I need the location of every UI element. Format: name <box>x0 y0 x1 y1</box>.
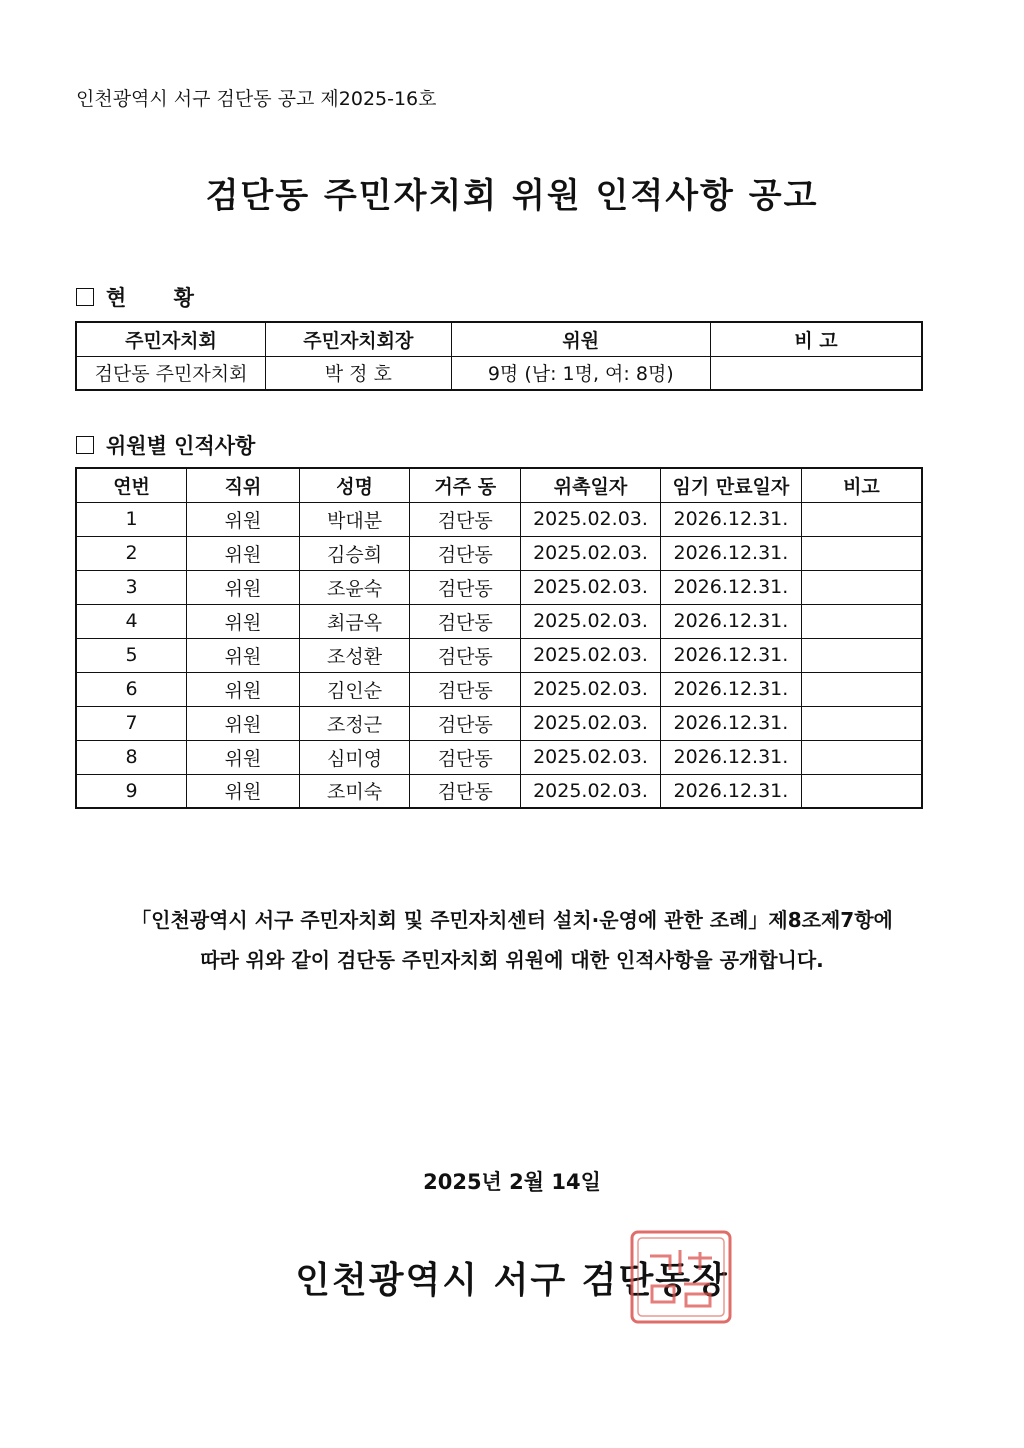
table-cell: 위원 <box>187 638 300 672</box>
table-cell: 7 <box>76 706 187 740</box>
table-cell <box>801 570 922 604</box>
table-cell: 2025.02.03. <box>521 638 661 672</box>
status-col-header: 주민자치회 <box>76 322 266 356</box>
members-col-header: 성명 <box>299 468 410 502</box>
status-cell: 검단동 주민자치회 <box>76 356 266 390</box>
members-section-heading <box>76 430 255 460</box>
table-cell <box>801 740 922 774</box>
table-row <box>76 638 922 672</box>
table-cell: 2026.12.31. <box>660 502 801 536</box>
table-cell: 2025.02.03. <box>521 706 661 740</box>
table-cell: 2025.02.03. <box>521 740 661 774</box>
table-cell: 조윤숙 <box>299 570 410 604</box>
table-cell: 조미숙 <box>299 774 410 808</box>
status-col-header: 비 고 <box>710 322 922 356</box>
table-cell: 위원 <box>187 604 300 638</box>
members-table <box>75 467 923 809</box>
table-cell: 2025.02.03. <box>521 672 661 706</box>
table-cell <box>801 672 922 706</box>
table-cell: 4 <box>76 604 187 638</box>
table-cell: 검단동 <box>410 706 521 740</box>
table-cell: 검단동 <box>410 672 521 706</box>
table-cell: 2026.12.31. <box>660 638 801 672</box>
page-title: 검단동 주민자치회 위원 인적사항 공고 <box>205 176 819 216</box>
table-cell: 김인순 <box>299 672 410 706</box>
members-table-body <box>76 502 922 808</box>
table-row <box>76 536 922 570</box>
table-cell <box>801 536 922 570</box>
table-cell: 2025.02.03. <box>521 502 661 536</box>
table-cell: 검단동 <box>410 536 521 570</box>
table-cell: 2025.02.03. <box>521 604 661 638</box>
table-cell: 2026.12.31. <box>660 672 801 706</box>
table-cell: 2025.02.03. <box>521 774 661 808</box>
table-cell: 검단동 <box>410 604 521 638</box>
table-cell: 위원 <box>187 774 300 808</box>
table-cell: 최금옥 <box>299 604 410 638</box>
table-cell: 2026.12.31. <box>660 740 801 774</box>
status-col-header: 주민자치회장 <box>266 322 452 356</box>
table-cell: 2026.12.31. <box>660 604 801 638</box>
table-cell: 2026.12.31. <box>660 570 801 604</box>
table-cell: 박대분 <box>299 502 410 536</box>
members-header-row <box>76 468 922 502</box>
members-col-header: 거주 동 <box>410 468 521 502</box>
table-cell: 위원 <box>187 536 300 570</box>
table-cell <box>801 638 922 672</box>
table-row <box>76 502 922 536</box>
members-col-header: 임기 만료일자 <box>660 468 801 502</box>
table-cell: 2 <box>76 536 187 570</box>
table-cell: 9 <box>76 774 187 808</box>
table-cell: 위원 <box>187 502 300 536</box>
status-table <box>75 321 923 391</box>
table-row <box>76 672 922 706</box>
status-cell: 박 정 호 <box>266 356 452 390</box>
table-cell: 검단동 <box>410 638 521 672</box>
table-cell: 김승희 <box>299 536 410 570</box>
status-heading-label: 현 황 <box>106 286 194 310</box>
table-cell <box>801 706 922 740</box>
checkbox-square-icon <box>76 288 94 306</box>
status-cell: 9명 (남: 1명, 여: 8명) <box>451 356 710 390</box>
table-cell: 위원 <box>187 570 300 604</box>
checkbox-square-icon <box>76 436 94 454</box>
table-cell: 조성환 <box>299 638 410 672</box>
table-cell: 위원 <box>187 740 300 774</box>
table-cell: 조정근 <box>299 706 410 740</box>
table-cell: 6 <box>76 672 187 706</box>
table-cell <box>801 604 922 638</box>
signer-name: 인천광역시 서구 검단동장 <box>295 1260 729 1301</box>
table-cell: 2025.02.03. <box>521 536 661 570</box>
status-cell <box>710 356 922 390</box>
table-cell <box>801 502 922 536</box>
table-cell: 2025.02.03. <box>521 570 661 604</box>
table-cell: 5 <box>76 638 187 672</box>
members-heading-label: 위원별 인적사항 <box>106 434 256 458</box>
table-cell: 검단동 <box>410 740 521 774</box>
closing-line-1: 「인천광역시 서구 주민자치회 및 주민자치센터 설치·운영에 관한 조례」제8조제7항에 <box>131 908 893 932</box>
table-cell: 8 <box>76 740 187 774</box>
table-row <box>76 604 922 638</box>
status-col-header: 위원 <box>451 322 710 356</box>
status-data-row <box>76 356 922 390</box>
table-cell: 1 <box>76 502 187 536</box>
closing-line-2: 따라 위와 같이 검단동 주민자치회 위원에 대한 인적사항을 공개합니다. <box>200 948 824 972</box>
table-cell: 검단동 <box>410 502 521 536</box>
closing-statement <box>0 900 1024 980</box>
table-cell: 검단동 <box>410 570 521 604</box>
table-cell <box>801 774 922 808</box>
table-cell: 심미영 <box>299 740 410 774</box>
table-cell: 2026.12.31. <box>660 706 801 740</box>
table-row <box>76 570 922 604</box>
status-section-heading <box>76 282 194 312</box>
table-row <box>76 740 922 774</box>
official-seal-icon <box>628 1228 734 1326</box>
issue-date: 2025년 2월 14일 <box>423 1170 601 1194</box>
table-cell: 3 <box>76 570 187 604</box>
table-cell: 위원 <box>187 706 300 740</box>
table-cell: 위원 <box>187 672 300 706</box>
table-row <box>76 706 922 740</box>
status-header-row <box>76 322 922 356</box>
members-col-header: 연번 <box>76 468 187 502</box>
table-cell: 검단동 <box>410 774 521 808</box>
notice-number: 인천광역시 서구 검단동 공고 제2025-16호 <box>76 88 437 110</box>
members-col-header: 위촉일자 <box>521 468 661 502</box>
members-col-header: 비고 <box>801 468 922 502</box>
table-row <box>76 774 922 808</box>
table-cell: 2026.12.31. <box>660 774 801 808</box>
table-cell: 2026.12.31. <box>660 536 801 570</box>
members-col-header: 직위 <box>187 468 300 502</box>
